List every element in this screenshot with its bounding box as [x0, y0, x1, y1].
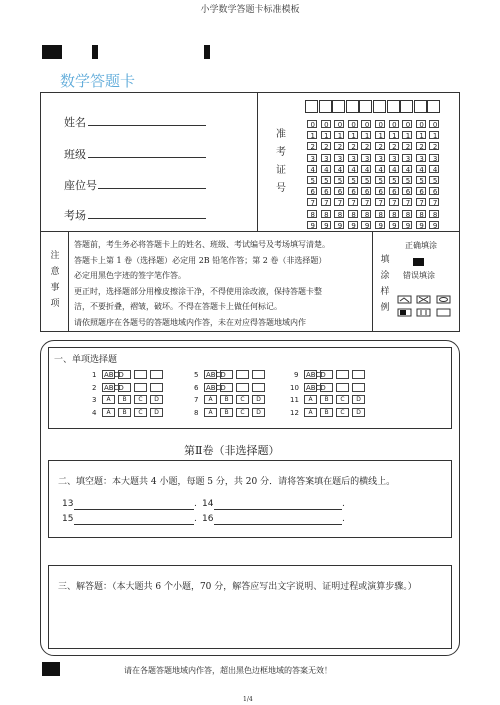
admission-digit-bubble[interactable]: 7 [416, 198, 426, 206]
admission-digit-bubble[interactable]: 3 [321, 154, 331, 162]
option-bubble[interactable] [252, 370, 265, 379]
volume2-title: 第Ⅱ卷（非选择题） [184, 444, 280, 457]
notice-label: 注 意 事 项 [50, 251, 60, 309]
question-number: 6 [194, 383, 199, 392]
admission-digit-bubble[interactable]: 6 [334, 187, 344, 195]
period: . [194, 499, 197, 509]
option-bubble[interactable]: C [236, 408, 249, 417]
period: . [342, 499, 345, 509]
admission-digit-bubble[interactable]: 7 [307, 198, 317, 206]
option-letters: ABCD [104, 383, 124, 392]
admission-digit-bubble[interactable]: 7 [321, 198, 331, 206]
admission-digit-bubble[interactable]: 6 [389, 187, 399, 195]
admission-digit-bubble[interactable]: 0 [334, 120, 344, 128]
document-header: 小学数学答题卡标准模板 [200, 5, 300, 15]
admission-digit-bubble[interactable]: 2 [389, 142, 399, 150]
admission-grid [305, 100, 445, 230]
admission-entry-cell[interactable] [414, 100, 427, 113]
question-number: 5 [194, 371, 199, 379]
admission-digit-bubble[interactable]: 3 [429, 154, 439, 162]
option-bubble[interactable] [352, 370, 365, 379]
admission-entry-cell[interactable] [346, 100, 359, 113]
option-bubble[interactable]: D [252, 395, 265, 404]
admission-digit-bubble[interactable]: 5 [361, 176, 371, 184]
admission-digit-bubble[interactable]: 9 [348, 221, 358, 229]
admission-digit-bubble[interactable]: 8 [321, 210, 331, 218]
question-number: 3 [92, 396, 97, 404]
divider [257, 92, 258, 231]
admission-digit-bubble[interactable]: 9 [402, 221, 412, 229]
divider [68, 231, 69, 332]
correct-fill-label: 正确填涂 [405, 241, 437, 250]
option-bubble[interactable]: C [134, 408, 147, 417]
option-bubble[interactable]: A [304, 408, 317, 417]
admission-digit-bubble[interactable]: 1 [307, 131, 317, 139]
timing-mark [92, 45, 98, 59]
admission-digit-bubble[interactable]: 4 [321, 165, 331, 173]
admission-digit-bubble[interactable]: 8 [307, 210, 317, 218]
admission-digit-bubble[interactable]: 0 [375, 120, 385, 128]
admission-digit-bubble[interactable]: 5 [334, 176, 344, 184]
blank-field[interactable] [74, 524, 194, 525]
admission-digit-bubble[interactable]: 4 [402, 165, 412, 173]
option-bubble[interactable] [134, 370, 147, 379]
option-bubble[interactable]: C [134, 395, 147, 404]
admission-digit-bubble[interactable]: 7 [389, 198, 399, 206]
option-bubble[interactable] [336, 383, 349, 392]
blank-item: 13 [62, 499, 74, 509]
admission-digit-bubble[interactable]: 8 [389, 210, 399, 218]
divider [40, 231, 460, 232]
admission-digit-bubble[interactable]: 1 [361, 131, 371, 139]
admission-digit-bubble[interactable]: 5 [348, 176, 358, 184]
admission-digit-bubble[interactable]: 3 [348, 154, 358, 162]
admission-digit-bubble[interactable]: 4 [348, 165, 358, 173]
option-bubble[interactable]: A [204, 408, 217, 417]
admission-digit-bubble[interactable]: 0 [361, 120, 371, 128]
admission-digit-bubble[interactable]: 2 [375, 142, 385, 150]
admission-digit-bubble[interactable]: 8 [429, 210, 439, 218]
admission-digit-bubble[interactable]: 2 [402, 142, 412, 150]
admission-digit-bubble[interactable]: 1 [348, 131, 358, 139]
admission-digit-bubble[interactable]: 0 [307, 120, 317, 128]
admission-digit-bubble[interactable]: 4 [334, 165, 344, 173]
admission-digit-bubble[interactable]: 6 [402, 187, 412, 195]
admission-digit-bubble[interactable]: 6 [307, 187, 317, 195]
admission-digit-bubble[interactable]: 4 [429, 165, 439, 173]
admission-digit-bubble[interactable]: 9 [389, 221, 399, 229]
admission-digit-bubble[interactable]: 9 [416, 221, 426, 229]
question-number: 12 [290, 408, 299, 417]
admission-entry-cell[interactable] [400, 100, 413, 113]
option-bubble[interactable]: A [102, 395, 115, 404]
timing-mark [42, 662, 60, 676]
admission-digit-bubble[interactable]: 0 [416, 120, 426, 128]
section3-title: 三、解答题：（本大题共 6 个小题，70 分，解答应写出文字说明、证明过程或演算步骤。） [58, 582, 417, 592]
admission-digit-bubble[interactable]: 6 [416, 187, 426, 195]
admission-digit-bubble[interactable]: 2 [416, 142, 426, 150]
question-number: 1 [92, 371, 97, 379]
admission-digit-bubble[interactable]: 8 [348, 210, 358, 218]
seat-field[interactable] [98, 188, 206, 189]
admission-entry-cell[interactable] [373, 100, 386, 113]
admission-digit-bubble[interactable]: 7 [375, 198, 385, 206]
option-bubble[interactable]: C [336, 408, 349, 417]
wrong-fill-marks [397, 295, 455, 319]
admission-digit-bubble[interactable]: 1 [375, 131, 385, 139]
admission-digit-bubble[interactable]: 9 [334, 221, 344, 229]
option-bubble[interactable]: A [102, 408, 115, 417]
admission-digit-bubble[interactable]: 6 [321, 187, 331, 195]
admission-digit-bubble[interactable]: 9 [429, 221, 439, 229]
admission-digit-bubble[interactable]: 1 [416, 131, 426, 139]
admission-digit-bubble[interactable]: 3 [361, 154, 371, 162]
admission-digit-bubble[interactable]: 7 [348, 198, 358, 206]
option-bubble[interactable] [252, 383, 265, 392]
option-bubble[interactable]: C [336, 395, 349, 404]
admission-digit-bubble[interactable]: 1 [402, 131, 412, 139]
option-bubble[interactable]: D [252, 408, 265, 417]
admission-digit-bubble[interactable]: 0 [348, 120, 358, 128]
question-number: 4 [92, 408, 97, 417]
mcq-grid [48, 370, 452, 428]
admission-entry-cell[interactable] [387, 100, 400, 113]
admission-digit-bubble[interactable]: 6 [348, 187, 358, 195]
admission-digit-bubble[interactable]: 8 [334, 210, 344, 218]
notice-text: 答题前，考生务必将答题卡上的姓名、班级、考试编号及考场填写清楚。 答题卡上第 1 卷（选择题）必定用 2B 铅笔作答；第 2 卷（非选择题） 必定用黑色字迹的签字笔作答。 更正时，选择题部分用橡皮擦涂干净，不得使用涂改液，保持答题卡整 洁，不要折叠，褶皱，破坏。不得在答题卡上做任何标记。 请依照题序在各题号的答题地域内作答，未在对应得答题地域内作 [74, 240, 330, 327]
option-bubble[interactable] [150, 370, 163, 379]
admission-digit-bubble[interactable]: 7 [334, 198, 344, 206]
admission-digit-bubble[interactable]: 9 [375, 221, 385, 229]
wrong-fill-label: 错误填涂 [403, 271, 435, 280]
option-bubble[interactable]: A [304, 395, 317, 404]
section2-title: 二、填空题：本大题共 4 小题，每题 5 分，共 20 分．请将答案填在题后的横线上。 [58, 477, 396, 487]
admission-entry-cell[interactable] [305, 100, 318, 113]
admission-digit-bubble[interactable]: 6 [429, 187, 439, 195]
class-field[interactable] [88, 157, 206, 158]
admission-entry-cell[interactable] [332, 100, 345, 113]
admission-label: 准 考 证 号 [276, 129, 286, 194]
option-bubble[interactable] [236, 383, 249, 392]
option-bubble[interactable]: D [150, 408, 163, 417]
admission-digit-bubble[interactable]: 6 [361, 187, 371, 195]
admission-digit-bubble[interactable]: 1 [321, 131, 331, 139]
admission-digit-bubble[interactable]: 7 [361, 198, 371, 206]
option-bubble[interactable] [336, 370, 349, 379]
admission-digit-bubble[interactable]: 3 [389, 154, 399, 162]
admission-digit-bubble[interactable]: 2 [348, 142, 358, 150]
timing-mark [42, 45, 62, 59]
blank-field[interactable] [214, 524, 342, 525]
option-bubble[interactable]: D [352, 395, 365, 404]
admission-digit-bubble[interactable]: 4 [307, 165, 317, 173]
class-label: 班级 [64, 148, 86, 161]
admission-digit-bubble[interactable]: 7 [429, 198, 439, 206]
seat-label: 座位号 [64, 179, 97, 192]
option-bubble[interactable]: A [204, 395, 217, 404]
timing-mark [204, 45, 210, 59]
option-bubble[interactable] [352, 383, 365, 392]
admission-digit-bubble[interactable]: 8 [402, 210, 412, 218]
option-bubble[interactable]: B [220, 395, 233, 404]
admission-digit-bubble[interactable]: 0 [389, 120, 399, 128]
option-bubble[interactable]: B [320, 395, 333, 404]
admission-digit-bubble[interactable]: 4 [375, 165, 385, 173]
admission-entry-cell[interactable] [427, 100, 440, 113]
section2-box [48, 460, 452, 538]
option-bubble[interactable]: D [352, 408, 365, 417]
admission-digit-bubble[interactable]: 2 [307, 142, 317, 150]
admission-digit-bubble[interactable]: 9 [321, 221, 331, 229]
admission-digit-bubble[interactable]: 1 [429, 131, 439, 139]
section1-title: 一、单项选择题 [54, 355, 118, 365]
admission-digit-bubble[interactable]: 2 [334, 142, 344, 150]
admission-digit-bubble[interactable]: 8 [416, 210, 426, 218]
correct-fill-mark [413, 258, 424, 266]
admission-entry-cell[interactable] [319, 100, 332, 113]
admission-digit-bubble[interactable]: 1 [334, 131, 344, 139]
option-bubble[interactable]: B [220, 408, 233, 417]
admission-digit-bubble[interactable]: 0 [402, 120, 412, 128]
blank-field[interactable] [214, 509, 342, 510]
question-number: 8 [194, 408, 199, 417]
admission-digit-bubble[interactable]: 3 [402, 154, 412, 162]
name-label: 姓名 [64, 116, 86, 129]
admission-digit-bubble[interactable]: 9 [361, 221, 371, 229]
section3-box [48, 565, 452, 649]
divider [372, 231, 373, 332]
admission-digit-bubble[interactable]: 3 [307, 154, 317, 162]
room-field[interactable] [88, 218, 206, 219]
admission-digit-bubble[interactable]: 5 [429, 176, 439, 184]
admission-digit-bubble[interactable]: 9 [307, 221, 317, 229]
card-title: 数学答题卡 [60, 72, 136, 90]
admission-digit-bubble[interactable]: 3 [375, 154, 385, 162]
fill-example-label: 填 涂 样 例 [380, 255, 390, 313]
blank-item: 14 [202, 499, 214, 509]
option-letters: ABCD [104, 371, 124, 379]
option-bubble[interactable]: D [150, 395, 163, 404]
option-letters: ABCD [306, 371, 326, 379]
question-number: 7 [194, 396, 199, 404]
admission-digit-bubble[interactable]: 7 [402, 198, 412, 206]
option-letters: ABCD [306, 383, 326, 392]
question-number: 9 [294, 371, 299, 379]
question-number: 11 [290, 396, 299, 404]
admission-digit-bubble[interactable]: 8 [375, 210, 385, 218]
admission-digit-bubble[interactable]: 5 [416, 176, 426, 184]
admission-digit-bubble[interactable]: 5 [402, 176, 412, 184]
admission-digit-bubble[interactable]: 4 [389, 165, 399, 173]
room-label: 考场 [64, 209, 86, 222]
admission-digit-bubble[interactable]: 0 [321, 120, 331, 128]
question-number: 2 [92, 383, 97, 392]
admission-digit-bubble[interactable]: 0 [429, 120, 439, 128]
admission-digit-bubble[interactable]: 2 [429, 142, 439, 150]
option-bubble[interactable]: B [118, 395, 131, 404]
admission-digit-bubble[interactable]: 5 [321, 176, 331, 184]
admission-digit-bubble[interactable]: 5 [389, 176, 399, 184]
admission-digit-bubble[interactable]: 4 [416, 165, 426, 173]
option-bubble[interactable] [134, 383, 147, 392]
blank-item: 16 [202, 514, 214, 524]
blank-field[interactable] [74, 509, 194, 510]
admission-digit-bubble[interactable]: 4 [361, 165, 371, 173]
period: . [342, 514, 345, 524]
admission-digit-bubble[interactable]: 5 [307, 176, 317, 184]
question-number: 10 [290, 383, 299, 392]
admission-digit-bubble[interactable]: 2 [361, 142, 371, 150]
admission-digit-bubble[interactable]: 2 [321, 142, 331, 150]
admission-digit-bubble[interactable]: 3 [416, 154, 426, 162]
admission-digit-bubble[interactable]: 6 [375, 187, 385, 195]
footer-notice: 请在各题答题地域内作答，超出黑色边框地域的答案无效！ [124, 666, 332, 675]
option-bubble[interactable]: B [118, 408, 131, 417]
option-letters: ABCD [206, 383, 226, 392]
admission-entry-cell[interactable] [359, 100, 372, 113]
option-letters: ABCD [206, 371, 226, 379]
period: . [194, 514, 197, 524]
admission-digit-bubble[interactable]: 8 [361, 210, 371, 218]
option-bubble[interactable]: C [236, 395, 249, 404]
admission-digit-bubble[interactable]: 3 [334, 154, 344, 162]
admission-digit-bubble[interactable]: 5 [375, 176, 385, 184]
page-number: 1/4 [243, 696, 253, 703]
blank-item: 15 [62, 514, 74, 524]
option-bubble[interactable]: B [320, 408, 333, 417]
name-field[interactable] [88, 125, 206, 126]
option-bubble[interactable] [236, 370, 249, 379]
admission-digit-bubble[interactable]: 1 [389, 131, 399, 139]
option-bubble[interactable] [150, 383, 163, 392]
